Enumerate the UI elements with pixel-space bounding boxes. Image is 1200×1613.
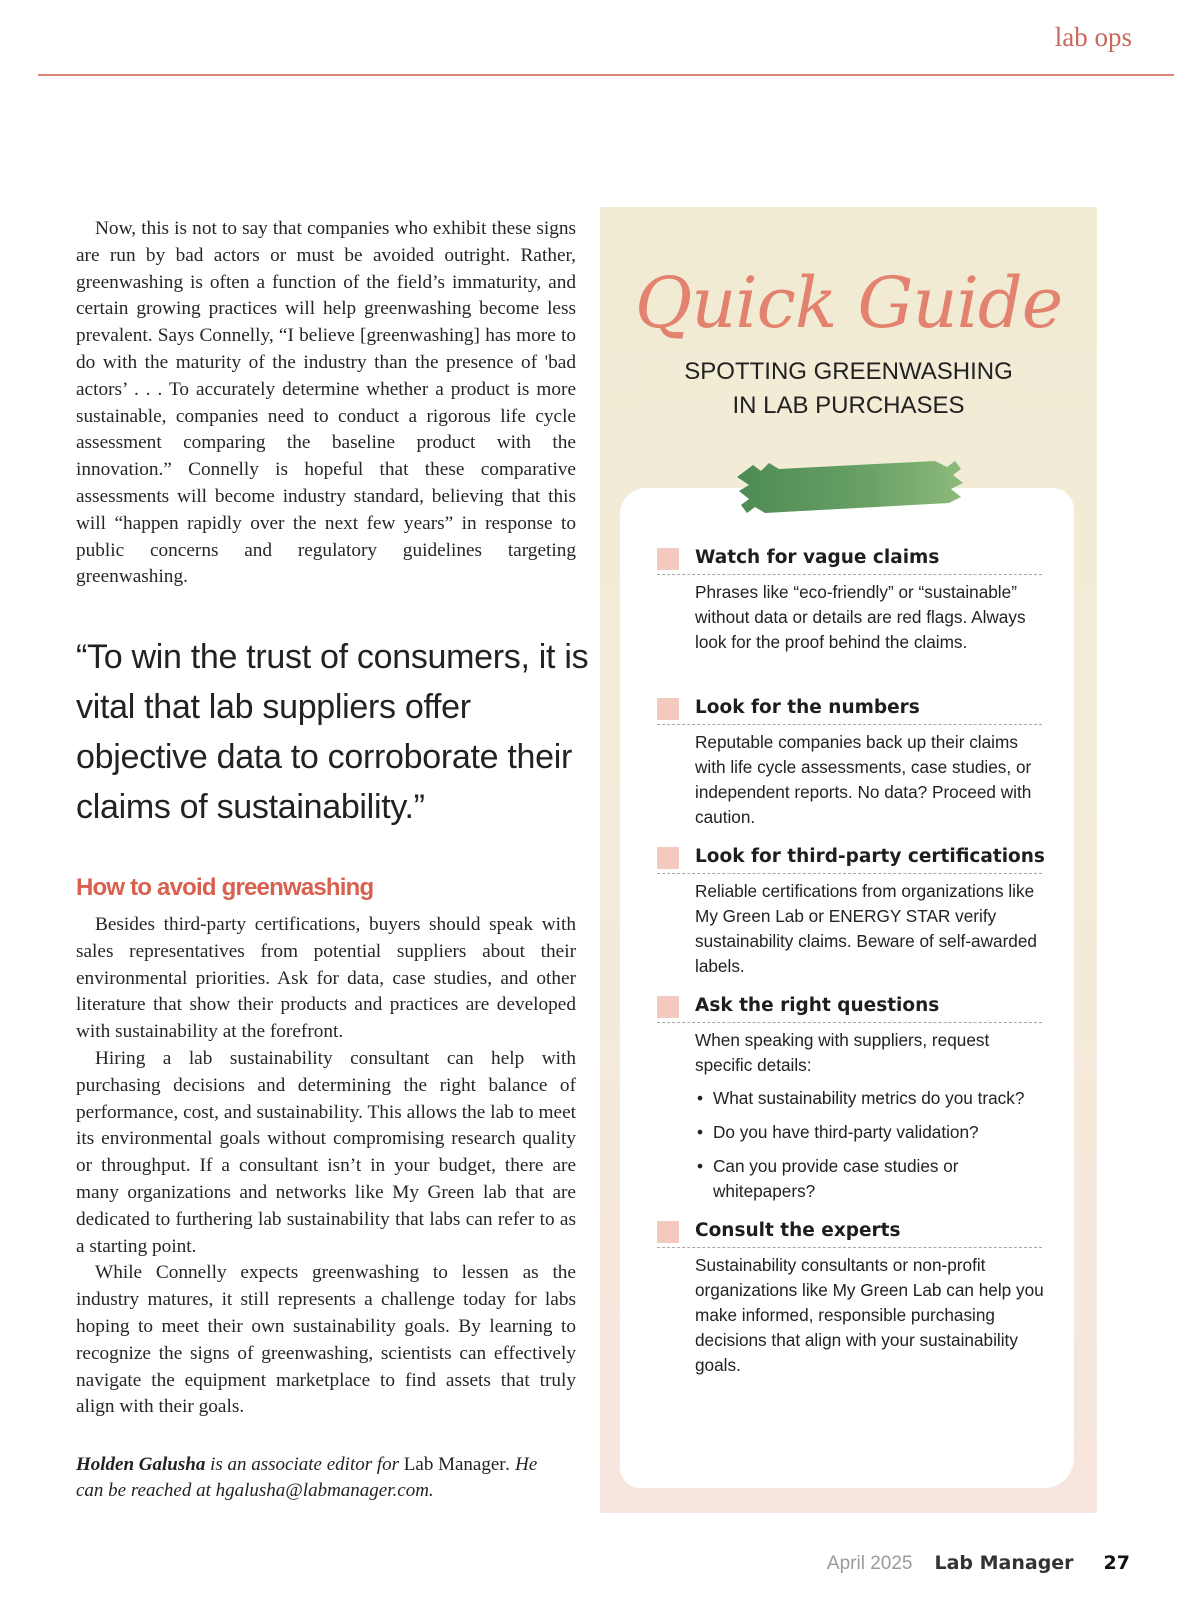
guide-tip bbox=[657, 546, 1047, 655]
tip-body: Sustainability consultants or non-profit organizations like My Green Lab can help you make informed, responsible purchasing decisions that align with your sustainability goals. bbox=[695, 1255, 1044, 1375]
quick-guide-sidebar bbox=[600, 207, 1097, 1513]
tip-divider bbox=[657, 574, 1042, 575]
magazine-name: Lab Manager bbox=[934, 1552, 1074, 1574]
tip-bullet: • Do you have third-party validation? bbox=[695, 1120, 1045, 1145]
tip-body: Reputable companies back up their claims with life cycle assessments, case studies, or independent reports. No data? Proceed with caution. bbox=[695, 732, 1032, 827]
tip-body-text: When speaking with suppliers, request specific details: bbox=[695, 1030, 990, 1075]
tip-marker-icon bbox=[657, 698, 679, 720]
tip-heading: Look for third-party certifications bbox=[695, 846, 1045, 867]
issue-date: April 2025 bbox=[826, 1553, 913, 1574]
guide-tip bbox=[657, 1219, 1047, 1378]
tip-bullet: • Can you provide case studies or whitepapers? bbox=[695, 1154, 1045, 1204]
author-name: Holden Galusha bbox=[76, 1454, 206, 1475]
tip-marker-icon bbox=[657, 847, 679, 869]
author-bio bbox=[76, 1452, 566, 1504]
header-rule bbox=[38, 74, 1174, 76]
section-tag: lab ops bbox=[1054, 22, 1132, 52]
tip-marker-icon bbox=[657, 1221, 679, 1243]
tip-heading: Ask the right questions bbox=[695, 995, 940, 1016]
tip-heading: Watch for vague claims bbox=[695, 547, 940, 568]
guide-subtitle-line: IN LAB PURCHASES bbox=[732, 392, 965, 419]
intro-paragraph: Now, this is not to say that companies who exhibit these signs are run by bad actors or must be avoided outright. Rather, greenwashing is often a function of the field’s immaturity, and certain growing practices will help greenwashing become less prevalent. Says Connelly, “I believe [greenwashing] has more to do with the maturity of the industry than the presence of 'bad actors’ . . . To accurately determine whether a product is more sustainable, companies need to conduct a rigorous life cycle assessment comparing the baseline product with the innovation.” Connelly is hopeful that these comparative assessments will become industry standard, believing that this will “happen rapidly over the next few years” in response to public concerns and regulatory guidelines targeting greenwashing. bbox=[76, 218, 576, 588]
guide-tip bbox=[657, 696, 1047, 830]
intro-paragraph-block bbox=[76, 216, 576, 591]
guide-subtitle bbox=[600, 355, 1097, 423]
tip-body bbox=[695, 1028, 1045, 1204]
tip-bullet-list bbox=[695, 1086, 1045, 1204]
guide-card bbox=[620, 488, 1074, 1488]
section-subhead: How to avoid greenwashing bbox=[76, 874, 374, 901]
tip-divider bbox=[657, 1022, 1042, 1023]
tip-heading: Look for the numbers bbox=[695, 697, 920, 718]
guide-subtitle-line: SPOTTING GREENWASHING bbox=[684, 358, 1013, 385]
tip-divider bbox=[657, 724, 1042, 725]
tip-marker-icon bbox=[657, 548, 679, 570]
tip-divider bbox=[657, 873, 1042, 874]
tip-marker-icon bbox=[657, 996, 679, 1018]
pull-quote: “To win the trust of consumers, it is vital that lab suppliers offer objective data to corroborate their claims of sustainability.” bbox=[76, 638, 589, 826]
guide-tip bbox=[657, 994, 1047, 1213]
tip-body: Reliable certifications from organizations like My Green Lab or ENERGY STAR verify sustainability claims. Beware of self-awarded labels. bbox=[695, 881, 1037, 976]
tip-body: Phrases like “eco-friendly” or “sustainable” without data or details are red flags. Always look for the proof behind the claims. bbox=[695, 582, 1026, 652]
article-body bbox=[76, 912, 576, 1421]
page-footer bbox=[827, 1552, 1130, 1575]
body-paragraph: While Connelly expects greenwashing to lessen as the industry matures, it still represents a challenge today for labs hoping to meet their own sustainability goals. By learning to recognize the signs of greenwashing, scientists can effectively navigate the equipment marketplace to find assets that truly align with their goals. bbox=[76, 1262, 576, 1418]
tip-divider bbox=[657, 1247, 1042, 1248]
author-contact: . He can be reached at hgalusha@labmanager.com. bbox=[76, 1454, 538, 1501]
washi-tape-decoration bbox=[735, 457, 965, 515]
author-publication: Lab Manager bbox=[403, 1454, 506, 1475]
body-paragraph: Besides third-party certifications, buyers should speak with sales representatives from potential suppliers about their environmental priorities. Ask for data, case studies, and other literature that show their products and practices are developed with sustainability at the forefront. bbox=[76, 914, 576, 1043]
author-role: is an associate editor for bbox=[205, 1454, 404, 1475]
page-number: 27 bbox=[1103, 1552, 1130, 1574]
tip-bullet: • What sustainability metrics do you track? bbox=[695, 1086, 1045, 1111]
tip-heading: Consult the experts bbox=[695, 1220, 901, 1241]
guide-title: Quick Guide bbox=[634, 262, 1063, 344]
body-paragraph: Hiring a lab sustainability consultant can help with purchasing decisions and determining the right balance of performance, cost, and sustainability. This allows the lab to meet its environmental goals without compromising research quality or throughput. If a consultant isn’t in your budget, there are many organizations and networks like My Green lab that are dedicated to furthering lab sustainability that labs can refer to as a starting point. bbox=[76, 1047, 576, 1257]
guide-tip bbox=[657, 845, 1047, 979]
